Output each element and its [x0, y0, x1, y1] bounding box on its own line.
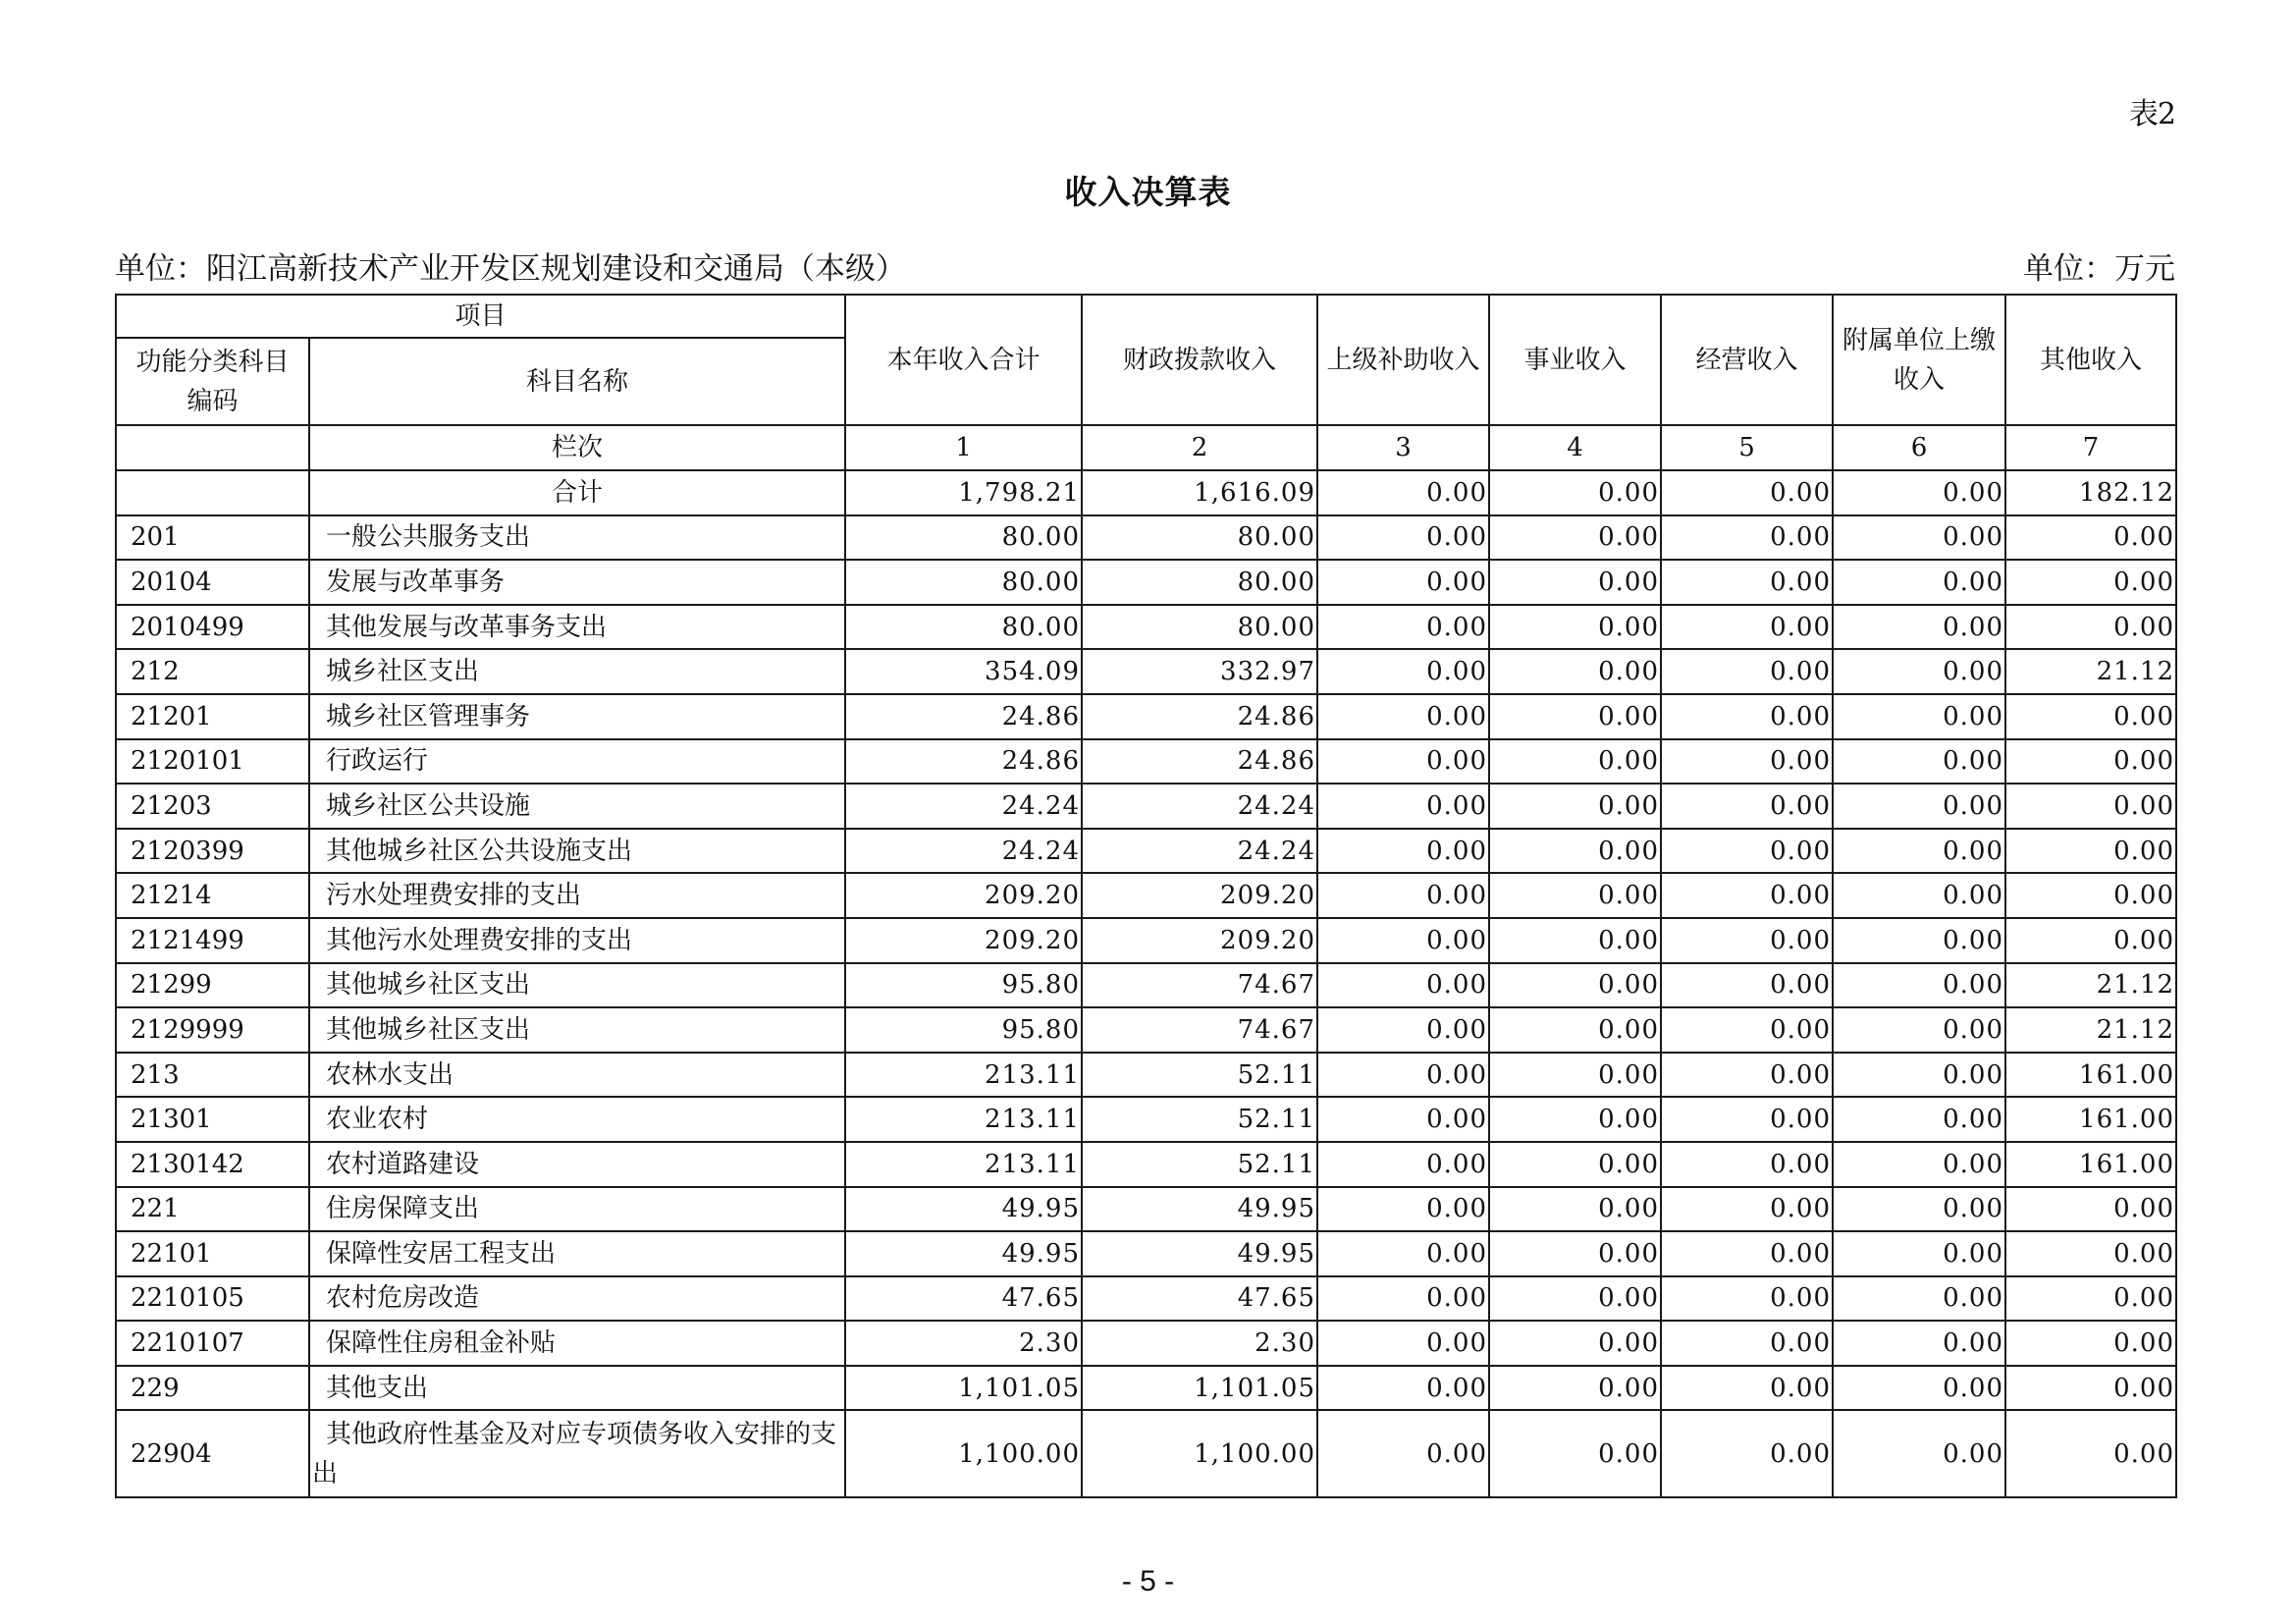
amount-cell: 80.00: [1082, 605, 1317, 650]
amount-cell: 80.00: [845, 515, 1082, 561]
subject-code: 21299: [116, 963, 309, 1008]
amount-cell: 24.86: [845, 739, 1082, 785]
amount-cell: 0.00: [2005, 1231, 2176, 1276]
subject-code: 2120399: [116, 829, 309, 874]
amount-cell: 49.95: [1082, 1231, 1317, 1276]
amount-cell: 0.00: [1833, 1231, 2005, 1276]
amount-cell: 0.00: [2005, 515, 2176, 561]
subject-code: 21201: [116, 694, 309, 739]
amount-cell: 0.00: [1317, 1321, 1489, 1366]
subject-name: 行政运行: [309, 739, 845, 785]
amount-cell: 0.00: [1317, 873, 1489, 918]
amount-cell: 0.00: [1489, 1097, 1661, 1142]
amount-cell: 0.00: [1489, 1276, 1661, 1322]
amount-cell: 0.00: [1489, 784, 1661, 829]
amount-cell: 0.00: [1317, 694, 1489, 739]
reporting-unit-label: 单位：阳江高新技术产业开发区规划建设和交通局（本级）: [115, 251, 906, 287]
amount-cell: 0.00: [1489, 1231, 1661, 1276]
subject-code: 229: [116, 1366, 309, 1411]
header-function-code: 功能分类科目编码: [116, 338, 309, 425]
subject-code: 2010499: [116, 605, 309, 650]
amount-cell: 1,101.05: [1082, 1366, 1317, 1411]
amount-cell: 0.00: [1661, 1410, 1833, 1497]
amount-cell: 0.00: [2005, 1366, 2176, 1411]
subject-code: 2121499: [116, 918, 309, 963]
amount-cell: 0.00: [1317, 515, 1489, 561]
amount-cell: 0.00: [1489, 1321, 1661, 1366]
amount-cell: 0.00: [1661, 1053, 1833, 1098]
amount-cell: 0.00: [1317, 649, 1489, 694]
amount-cell: 0.00: [1833, 515, 2005, 561]
subject-name: 农业农村: [309, 1097, 845, 1142]
sequence-number: 5: [1661, 425, 1833, 470]
amount-cell: 0.00: [1489, 1007, 1661, 1053]
amount-cell: 49.95: [845, 1187, 1082, 1232]
amount-cell: 0.00: [1661, 829, 1833, 874]
subject-code: 213: [116, 1053, 309, 1098]
total-value: 0.00: [1833, 470, 2005, 515]
amount-cell: 0.00: [1661, 873, 1833, 918]
amount-cell: 0.00: [1317, 1276, 1489, 1322]
amount-cell: 0.00: [1661, 1187, 1833, 1232]
amount-cell: 0.00: [1317, 963, 1489, 1008]
amount-cell: 0.00: [1833, 649, 2005, 694]
table-row: [116, 918, 2176, 963]
sequence-row: [116, 425, 2176, 470]
table-row: [116, 1276, 2176, 1322]
amount-cell: 0.00: [1833, 918, 2005, 963]
amount-cell: 0.00: [1833, 1053, 2005, 1098]
amount-cell: 332.97: [1082, 649, 1317, 694]
subject-code: 20104: [116, 560, 309, 605]
subject-name: 一般公共服务支出: [309, 515, 845, 561]
amount-cell: 0.00: [1489, 739, 1661, 785]
amount-cell: 0.00: [1661, 1142, 1833, 1187]
table-row: [116, 873, 2176, 918]
table-row: [116, 963, 2176, 1008]
amount-cell: 0.00: [1489, 918, 1661, 963]
subject-code: 22904: [116, 1410, 309, 1497]
table-row: [116, 1366, 2176, 1411]
amount-cell: 0.00: [1317, 829, 1489, 874]
amount-cell: 0.00: [1833, 829, 2005, 874]
subject-name: 保障性住房租金补贴: [309, 1321, 845, 1366]
table-row: [116, 515, 2176, 561]
amount-cell: 0.00: [1317, 784, 1489, 829]
table-row: [116, 1142, 2176, 1187]
amount-cell: 0.00: [1833, 1366, 2005, 1411]
amount-cell: 0.00: [1661, 784, 1833, 829]
table-row: [116, 739, 2176, 785]
amount-cell: 0.00: [2005, 694, 2176, 739]
total-value: 0.00: [1661, 470, 1833, 515]
amount-cell: 0.00: [1489, 1053, 1661, 1098]
amount-cell: 0.00: [1489, 560, 1661, 605]
amount-cell: 161.00: [2005, 1053, 2176, 1098]
table-row: [116, 560, 2176, 605]
amount-cell: 52.11: [1082, 1142, 1317, 1187]
subject-code: 22101: [116, 1231, 309, 1276]
subject-name: 其他支出: [309, 1366, 845, 1411]
amount-cell: 213.11: [845, 1097, 1082, 1142]
amount-cell: 0.00: [1661, 649, 1833, 694]
amount-cell: 209.20: [1082, 873, 1317, 918]
amount-cell: 2.30: [845, 1321, 1082, 1366]
subject-code: 21214: [116, 873, 309, 918]
amount-cell: 74.67: [1082, 1007, 1317, 1053]
subject-name: 其他发展与改革事务支出: [309, 605, 845, 650]
total-value: 0.00: [1489, 470, 1661, 515]
amount-cell: 0.00: [1317, 1410, 1489, 1497]
amount-cell: 0.00: [1661, 739, 1833, 785]
amount-cell: 80.00: [845, 605, 1082, 650]
header-operating-business-income: 事业收入: [1489, 295, 1661, 425]
amount-cell: 0.00: [1317, 739, 1489, 785]
amount-cell: 24.24: [845, 784, 1082, 829]
amount-cell: 0.00: [1833, 1410, 2005, 1497]
amount-cell: 0.00: [1489, 1187, 1661, 1232]
subject-code: 221: [116, 1187, 309, 1232]
amount-cell: 52.11: [1082, 1053, 1317, 1098]
amount-cell: 213.11: [845, 1053, 1082, 1098]
amount-cell: 0.00: [1489, 1142, 1661, 1187]
amount-cell: 0.00: [2005, 873, 2176, 918]
subject-code: 21301: [116, 1097, 309, 1142]
table-row: [116, 1097, 2176, 1142]
amount-cell: 0.00: [1661, 515, 1833, 561]
amount-cell: 0.00: [1661, 560, 1833, 605]
currency-unit-label: 单位：万元: [2023, 251, 2175, 287]
amount-cell: 0.00: [1489, 605, 1661, 650]
subject-code: 2130142: [116, 1142, 309, 1187]
amount-cell: 0.00: [1661, 1366, 1833, 1411]
amount-cell: 0.00: [1661, 694, 1833, 739]
header-subject-name: 科目名称: [309, 338, 845, 425]
amount-cell: 0.00: [2005, 739, 2176, 785]
amount-cell: 0.00: [1661, 1321, 1833, 1366]
table-row: [116, 1053, 2176, 1098]
amount-cell: 0.00: [1661, 1231, 1833, 1276]
amount-cell: 24.24: [845, 829, 1082, 874]
amount-cell: 161.00: [2005, 1142, 2176, 1187]
sequence-number: 1: [845, 425, 1082, 470]
table-row: [116, 1187, 2176, 1232]
amount-cell: 0.00: [1661, 1276, 1833, 1322]
subject-name: 农村危房改造: [309, 1276, 845, 1322]
amount-cell: 0.00: [1317, 605, 1489, 650]
amount-cell: 0.00: [1317, 1007, 1489, 1053]
amount-cell: 0.00: [1833, 605, 2005, 650]
sequence-number: 7: [2005, 425, 2176, 470]
total-value: 0.00: [1317, 470, 1489, 515]
total-value: 1,616.09: [1082, 470, 1317, 515]
amount-cell: 0.00: [1317, 560, 1489, 605]
subject-code: 212: [116, 649, 309, 694]
subject-code: 2210107: [116, 1321, 309, 1366]
amount-cell: 0.00: [1317, 1366, 1489, 1411]
amount-cell: 52.11: [1082, 1097, 1317, 1142]
table-row: [116, 784, 2176, 829]
subject-name: 保障性安居工程支出: [309, 1231, 845, 1276]
total-value: 182.12: [2005, 470, 2176, 515]
table-row: [116, 694, 2176, 739]
amount-cell: 0.00: [1833, 1097, 2005, 1142]
amount-cell: 0.00: [2005, 1321, 2176, 1366]
table-row: [116, 1007, 2176, 1053]
header-total-income: 本年收入合计: [845, 295, 1082, 425]
amount-cell: 95.80: [845, 1007, 1082, 1053]
amount-cell: 0.00: [1317, 1097, 1489, 1142]
amount-cell: 0.00: [2005, 829, 2176, 874]
amount-cell: 0.00: [1833, 1276, 2005, 1322]
subject-name: 其他城乡社区支出: [309, 1007, 845, 1053]
subject-name: 其他污水处理费安排的支出: [309, 918, 845, 963]
amount-cell: 354.09: [845, 649, 1082, 694]
amount-cell: 21.12: [2005, 963, 2176, 1008]
amount-cell: 0.00: [1833, 1187, 2005, 1232]
header-item-group: 项目: [116, 295, 845, 338]
amount-cell: 95.80: [845, 963, 1082, 1008]
subject-code: 2129999: [116, 1007, 309, 1053]
total-label: 合计: [309, 470, 845, 515]
amount-cell: 47.65: [845, 1276, 1082, 1322]
header-other-income: 其他收入: [2005, 295, 2176, 425]
sequence-number: 6: [1833, 425, 2005, 470]
amount-cell: 1,100.00: [845, 1410, 1082, 1497]
amount-cell: 0.00: [1489, 649, 1661, 694]
amount-cell: 0.00: [1489, 1410, 1661, 1497]
amount-cell: 0.00: [2005, 784, 2176, 829]
table-row: [116, 1410, 2176, 1497]
amount-cell: 0.00: [1489, 515, 1661, 561]
amount-cell: 0.00: [2005, 605, 2176, 650]
amount-cell: 0.00: [2005, 1410, 2176, 1497]
amount-cell: 0.00: [2005, 1187, 2176, 1232]
amount-cell: 2.30: [1082, 1321, 1317, 1366]
header-fiscal-allocation: 财政拨款收入: [1082, 295, 1317, 425]
amount-cell: 0.00: [1317, 1142, 1489, 1187]
header-row-item-group: [116, 295, 2176, 338]
sequence-code-cell: [116, 425, 309, 470]
sequence-number: 4: [1489, 425, 1661, 470]
header-commercial-income: 经营收入: [1661, 295, 1833, 425]
amount-cell: 0.00: [1833, 560, 2005, 605]
income-final-accounts-table: [115, 294, 2177, 1498]
amount-cell: 21.12: [2005, 1007, 2176, 1053]
amount-cell: 0.00: [1489, 963, 1661, 1008]
subject-code: 201: [116, 515, 309, 561]
subject-name: 城乡社区管理事务: [309, 694, 845, 739]
amount-cell: 213.11: [845, 1142, 1082, 1187]
amount-cell: 0.00: [1317, 918, 1489, 963]
header-superior-subsidy: 上级补助收入: [1317, 295, 1489, 425]
amount-cell: 24.86: [1082, 694, 1317, 739]
subject-name: 其他城乡社区公共设施支出: [309, 829, 845, 874]
page-number: - 5 -: [1121, 1565, 1175, 1597]
amount-cell: 0.00: [1833, 694, 2005, 739]
amount-cell: 74.67: [1082, 963, 1317, 1008]
amount-cell: 24.86: [1082, 739, 1317, 785]
amount-cell: 0.00: [1661, 1007, 1833, 1053]
subject-name: 城乡社区支出: [309, 649, 845, 694]
subject-name: 其他城乡社区支出: [309, 963, 845, 1008]
subject-name: 发展与改革事务: [309, 560, 845, 605]
table-row: [116, 1231, 2176, 1276]
table-row: [116, 605, 2176, 650]
amount-cell: 0.00: [1489, 1366, 1661, 1411]
amount-cell: 0.00: [1661, 605, 1833, 650]
amount-cell: 0.00: [1833, 1007, 2005, 1053]
amount-cell: 209.20: [1082, 918, 1317, 963]
amount-cell: 0.00: [1317, 1187, 1489, 1232]
total-value: 1,798.21: [845, 470, 1082, 515]
amount-cell: 209.20: [845, 918, 1082, 963]
sequence-label: 栏次: [309, 425, 845, 470]
subject-name: 住房保障支出: [309, 1187, 845, 1232]
amount-cell: 24.24: [1082, 784, 1317, 829]
amount-cell: 80.00: [845, 560, 1082, 605]
table-row: [116, 649, 2176, 694]
amount-cell: 0.00: [1833, 873, 2005, 918]
amount-cell: 0.00: [1317, 1231, 1489, 1276]
amount-cell: 0.00: [1833, 1321, 2005, 1366]
amount-cell: 49.95: [1082, 1187, 1317, 1232]
amount-cell: 21.12: [2005, 649, 2176, 694]
table-number-label: 表2: [2128, 97, 2175, 132]
amount-cell: 0.00: [1489, 694, 1661, 739]
amount-cell: 0.00: [1833, 1142, 2005, 1187]
amount-cell: 24.24: [1082, 829, 1317, 874]
subject-code: 21203: [116, 784, 309, 829]
header-affiliate-remittance: 附属单位上缴收入: [1833, 295, 2005, 425]
amount-cell: 80.00: [1082, 515, 1317, 561]
amount-cell: 0.00: [1489, 873, 1661, 918]
amount-cell: 1,100.00: [1082, 1410, 1317, 1497]
subject-name: 农林水支出: [309, 1053, 845, 1098]
sequence-number: 3: [1317, 425, 1489, 470]
amount-cell: 0.00: [2005, 1276, 2176, 1322]
table-row: [116, 829, 2176, 874]
total-code-cell: [116, 470, 309, 515]
amount-cell: 0.00: [1661, 963, 1833, 1008]
amount-cell: 47.65: [1082, 1276, 1317, 1322]
subject-name: 农村道路建设: [309, 1142, 845, 1187]
sequence-number: 2: [1082, 425, 1317, 470]
subject-name: 城乡社区公共设施: [309, 784, 845, 829]
subject-name: 污水处理费安排的支出: [309, 873, 845, 918]
table-row: [116, 1321, 2176, 1366]
amount-cell: 24.86: [845, 694, 1082, 739]
amount-cell: 0.00: [2005, 560, 2176, 605]
amount-cell: 0.00: [1833, 963, 2005, 1008]
amount-cell: 80.00: [1082, 560, 1317, 605]
amount-cell: 0.00: [1661, 918, 1833, 963]
amount-cell: 209.20: [845, 873, 1082, 918]
amount-cell: 161.00: [2005, 1097, 2176, 1142]
amount-cell: 0.00: [2005, 918, 2176, 963]
amount-cell: 0.00: [1833, 784, 2005, 829]
amount-cell: 0.00: [1489, 829, 1661, 874]
amount-cell: 0.00: [1317, 1053, 1489, 1098]
document-title: 收入决算表: [1064, 173, 1232, 211]
amount-cell: 0.00: [1833, 739, 2005, 785]
amount-cell: 1,101.05: [845, 1366, 1082, 1411]
subject-code: 2210105: [116, 1276, 309, 1322]
subject-name: 其他政府性基金及对应专项债务收入安排的支出: [309, 1410, 845, 1497]
amount-cell: 0.00: [1661, 1097, 1833, 1142]
total-row: [116, 470, 2176, 515]
amount-cell: 49.95: [845, 1231, 1082, 1276]
subject-code: 2120101: [116, 739, 309, 785]
